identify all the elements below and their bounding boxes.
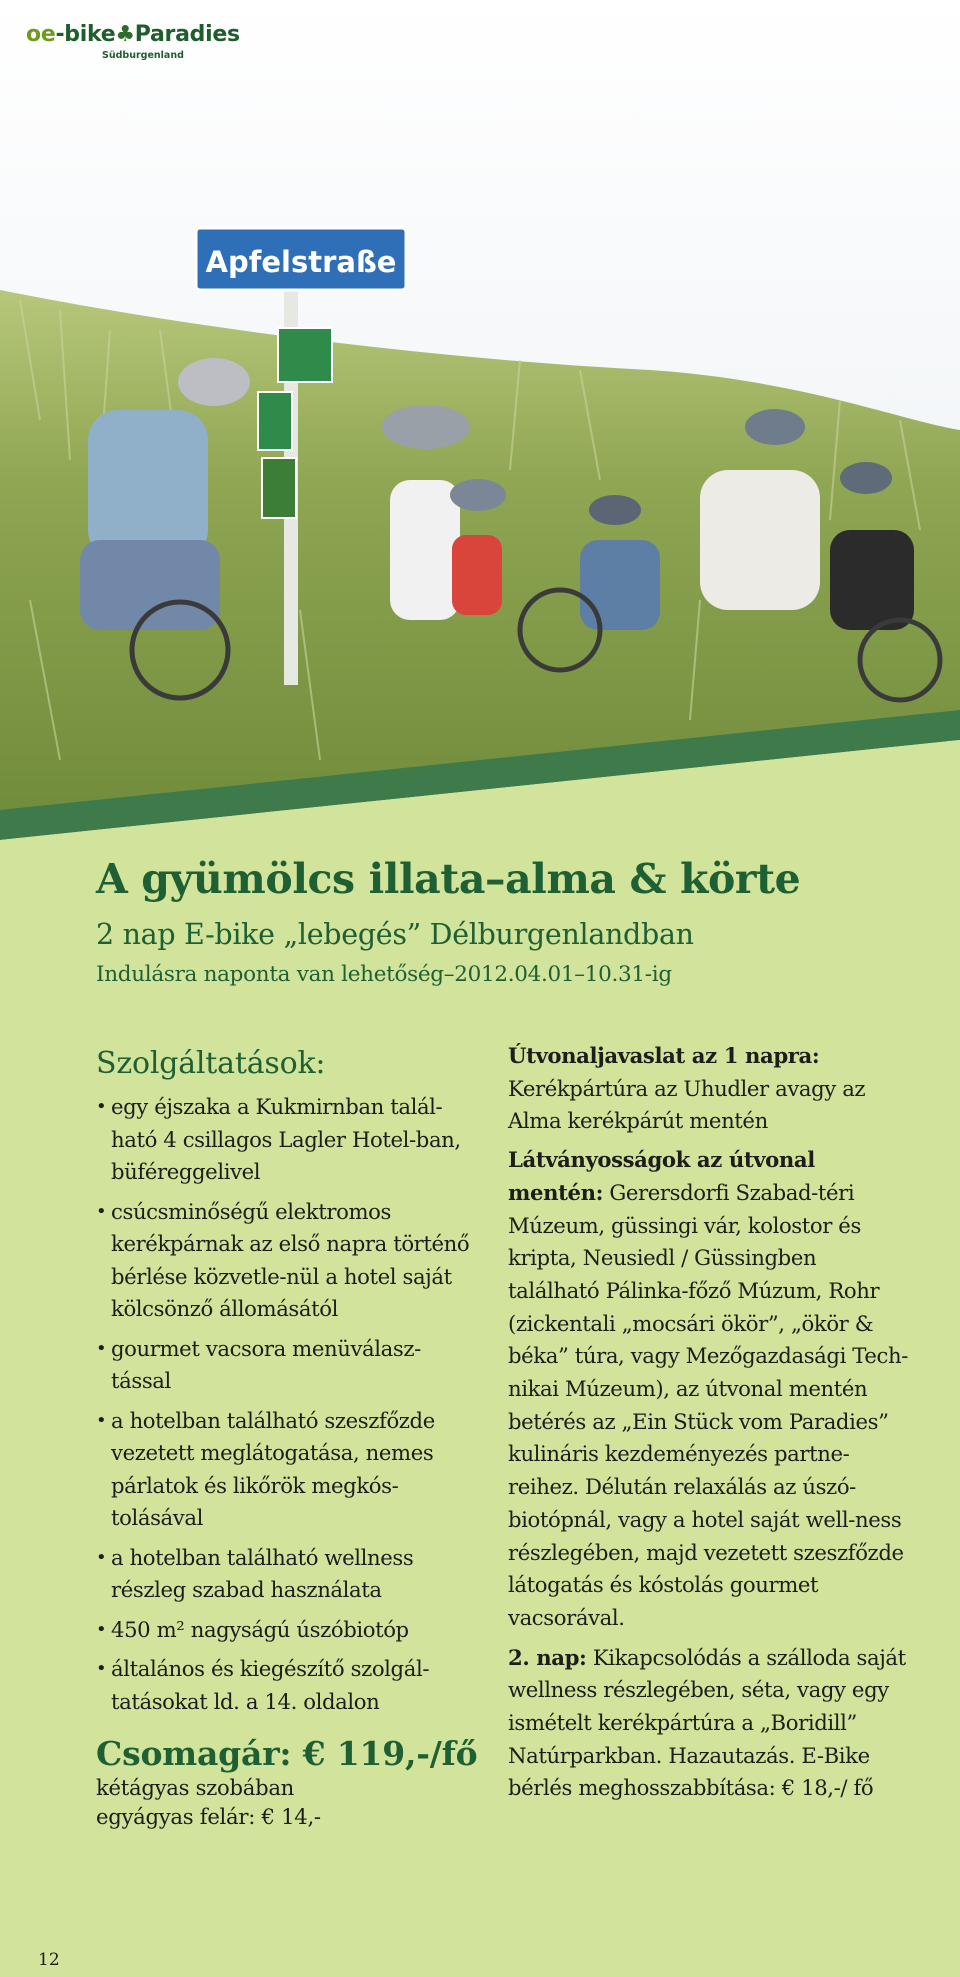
day1-block <box>508 1040 908 1138</box>
services-column <box>96 1046 476 1831</box>
logo-bike: -bike <box>55 22 116 47</box>
street-sign-text: Apfelstraße <box>205 245 397 279</box>
bullet-icon: • <box>96 1096 107 1117</box>
sights-text: Gerersdorfi Szabad-téri Múzeum, güssingi vár, kolostor és kripta, Neusiedl / Güssingben található Pálinka-főző Múzum, Rohr (zickentali „mocsári ökör”, „ökör & béka” túra, vagy Mezőgazdasági Tech-nikai Múzeum), az útvonal mentén betérés az „Ein Stück vom Paradies” kulináris kezdeményezés partne-reihez. Délután relaxálás az úszó-biotópnál, vagy a hotel saját well-ness részlegében, majd vezetett szeszfőzde látogatás és kóstolás gourmet vacsorával. <box>508 1179 908 1630</box>
list-item <box>96 1333 476 1398</box>
page-number: 12 <box>38 1950 60 1970</box>
list-item-text: gourmet vacsora menüválasz-tással <box>111 1335 421 1393</box>
bullet-icon: • <box>96 1337 107 1359</box>
price-heading: Csomagár: € 119,-/fő <box>96 1734 478 1773</box>
logo-region: Südburgenland <box>102 50 184 61</box>
bullet-icon: • <box>96 1658 107 1679</box>
list-item <box>96 1542 476 1607</box>
day2-text: Kikapcsolódás a szálloda saját wellness részlegében, séta, vagy egy ismételt kerékpártúra a „Boridill” Natúrparkban. Hazautazás. E-Bike bérlés meghosszabbítása: € 18,-/ fő <box>508 1644 906 1801</box>
bullet-icon: • <box>96 1618 107 1640</box>
list-item <box>96 1653 476 1718</box>
bullet-icon: • <box>96 1409 107 1431</box>
price-single-supplement: egyágyas felár: € 14,- <box>96 1804 321 1829</box>
logo-oe: oe <box>26 22 56 47</box>
page-title: A gyümölcs illata–alma & körte <box>96 855 801 903</box>
services-heading: Szolgáltatások: <box>96 1046 326 1081</box>
day1-heading: Útvonaljavaslat az 1 napra: <box>508 1043 820 1068</box>
list-item-text: általános és kiegészítő szolgál-tatásokat ld. a 14. oldalon <box>111 1656 430 1714</box>
list-item <box>96 1405 476 1535</box>
list-item-text: a hotelban található wellness részleg szabad használata <box>111 1544 414 1602</box>
services-list <box>96 1091 476 1718</box>
availability-dates: Indulásra naponta van lehetőség–2012.04.01–10.31-ig <box>96 962 672 987</box>
day2-heading: 2. nap: <box>508 1644 587 1670</box>
clover-icon: ♣ <box>115 22 135 47</box>
bullet-icon: • <box>96 1546 107 1568</box>
list-item-text: csúcsminőségű elektromos kerékpárnak az első napra történő bérlése közvetle-nül a hotel saját kölcsönző állomásától <box>111 1198 470 1321</box>
logo-brand: Paradies <box>134 22 240 47</box>
day1-text: Kerékpártúra az Uhudler avagy az Alma kerékpárút mentén <box>508 1075 866 1134</box>
page-subtitle: 2 nap E-bike „lebegés” Délburgenlandban <box>96 918 694 951</box>
bullet-icon: • <box>96 1200 107 1222</box>
list-item-text: egy éjszaka a Kukmirnban talál-ható 4 csillagos Lagler Hotel-ban, büféreggelivel <box>111 1094 461 1184</box>
day2-block <box>508 1642 908 1806</box>
list-item <box>96 1196 476 1326</box>
list-item-text: a hotelban található szeszfőzde vezetett meglátogatása, nemes párlatok és likőrök megkós-tolásával <box>111 1407 435 1530</box>
list-item <box>96 1091 476 1189</box>
list-item <box>96 1614 476 1647</box>
sights-heading: Látványosságok az útvonal mentén: <box>508 1147 815 1205</box>
price-double-room: kétágyas szobában <box>96 1775 295 1800</box>
route-column <box>508 1040 908 1812</box>
list-item-text: 450 m² nagyságú úszóbiotóp <box>111 1616 409 1642</box>
sights-block <box>508 1144 908 1635</box>
